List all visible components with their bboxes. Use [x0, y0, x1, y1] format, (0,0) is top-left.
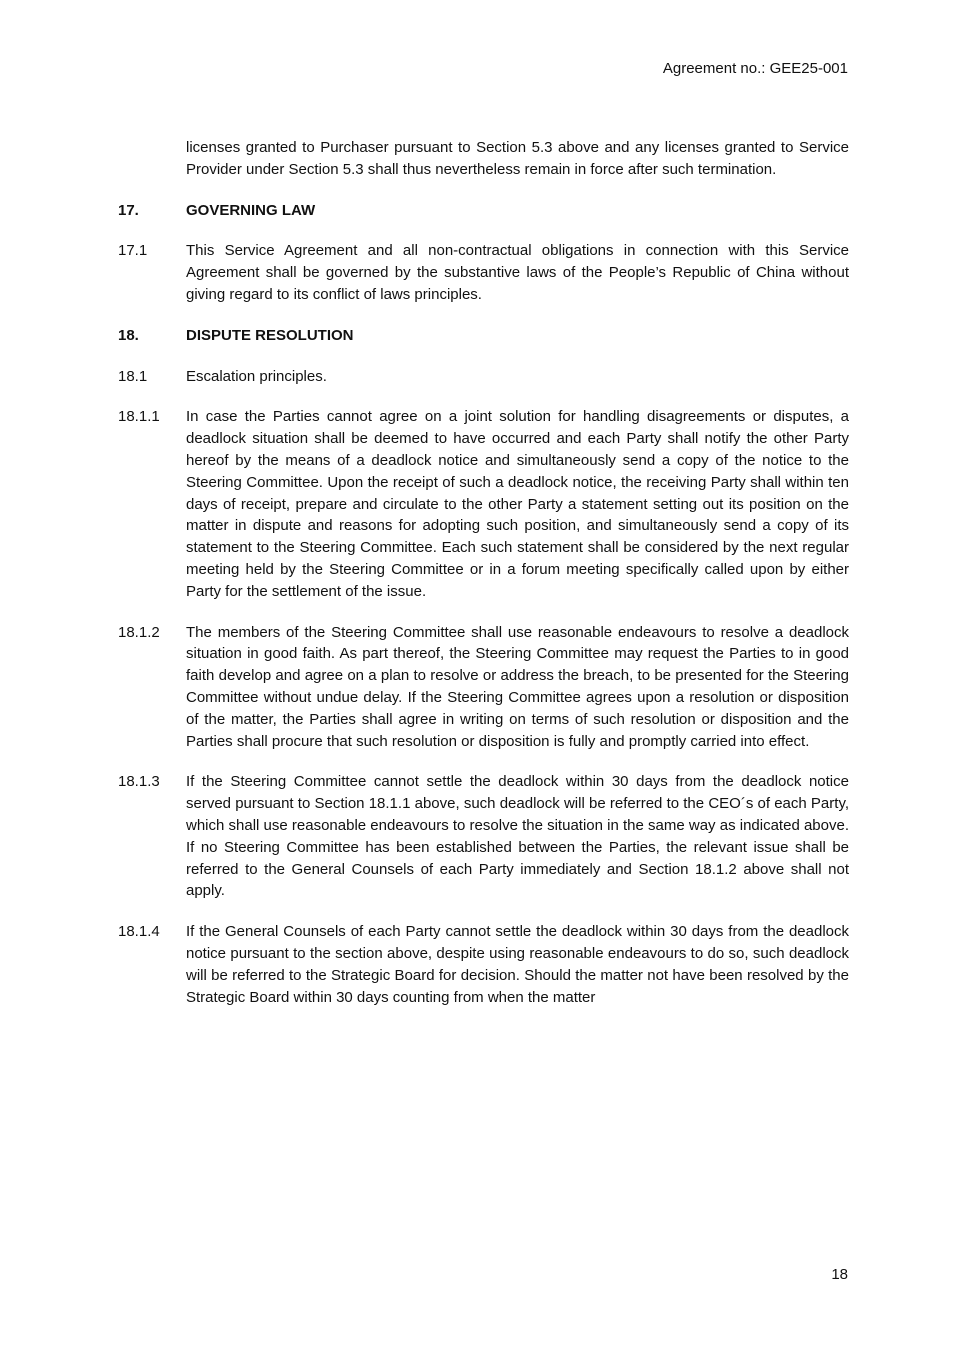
clause-text: This Service Agreement and all non-contractual obligations in connection with this Service Agreement shall be governed by the substantive laws of the People’s Republic of China without giving regard to its conflict of laws principles.: [186, 242, 849, 303]
clause-text: Escalation principles.: [186, 367, 327, 385]
clause-number: 18.1.2: [118, 623, 160, 641]
clause-text: The members of the Steering Committee shall use reasonable endeavours to resolve a deadlock situation in good faith. As part thereof, the Steering Committee may request the Parties to in good faith develop and agree on a plan to resolve or address the breach, to be presented for the Steering Committee without undue delay. If the Steering Committee agrees upon a resolution or disposition of the matter, the Parties shall agree in writing on terms of such resolution or disposition and the Parties shall procure that such resolution or disposition is fully and promptly carried into effect.: [186, 623, 849, 750]
clause-text: If the General Counsels of each Party cannot settle the deadlock within 30 days from the deadlock notice pursuant to the section above, despite using reasonable endeavours to do so, such deadlock will be referred to the Strategic Board for decision. Should the matter not have been resolved by the Strategic Board within 30 days counting from when the matter: [186, 923, 849, 1006]
section-title: DISPUTE RESOLUTION: [186, 326, 354, 344]
clause-18-1: [118, 366, 849, 388]
clause-18-1-1: [118, 406, 849, 602]
clause-number: 17.1: [118, 242, 148, 260]
clause-number: 18.1.3: [118, 773, 160, 791]
page-number: 18: [831, 1266, 848, 1283]
clause-text: In case the Parties cannot agree on a joint solution for handling disagreements or disputes, a deadlock situation shall be deemed to have occurred and each Party shall notify the other Party hereof by the means of a deadlock notice and simultaneously send a copy of the notice to the Steering Committee. Upon the receipt of such a deadlock notice, the receiving Party shall within ten days of receipt, prepare and circulate to the other Party a statement setting out its position on the matter in dispute and reasons for adopting such position, and simultaneously send a copy of its statement to the Steering Committee. Each such statement shall be considered by the next regular meeting held by the Steering Committee or in a forum meeting specifically called upon by either Party for the settlement of the issue.: [186, 408, 849, 600]
clause-17-1: [118, 240, 849, 305]
clause-number: 18.1.4: [118, 923, 160, 941]
section-number: 18.: [118, 326, 139, 344]
section-18-heading: [118, 325, 849, 347]
section-17-heading: [118, 200, 849, 222]
clause-text: If the Steering Committee cannot settle the deadlock within 30 days from the deadlock notice served pursuant to Section 18.1.1 above, such deadlock will be referred to the CEO´s of each Party, which shall use reasonable endeavours to resolve the situation in the same way as indicated above. If no Steering Committee has been established between the Parties, the relevant issue shall be referred to the General Counsels of each Party immediately and Section 18.1.2 above shall not apply.: [186, 773, 849, 900]
clause-number: 18.1.1: [118, 408, 160, 426]
section-title: GOVERNING LAW: [186, 201, 316, 219]
clause-18-1-3: [118, 771, 849, 902]
section-number: 17.: [118, 201, 139, 219]
document-body: [118, 137, 849, 1027]
clause-number: 18.1: [118, 367, 148, 385]
agreement-number: Agreement no.: GEE25-001: [662, 60, 848, 77]
clause-18-1-4: [118, 921, 849, 1008]
clause-18-1-2: [118, 622, 849, 753]
continuation-paragraph: licenses granted to Purchaser pursuant to Section 5.3 above and any licenses granted to Service Provider under Section 5.3 shall thus nevertheless remain in force after such termination.: [186, 139, 849, 178]
